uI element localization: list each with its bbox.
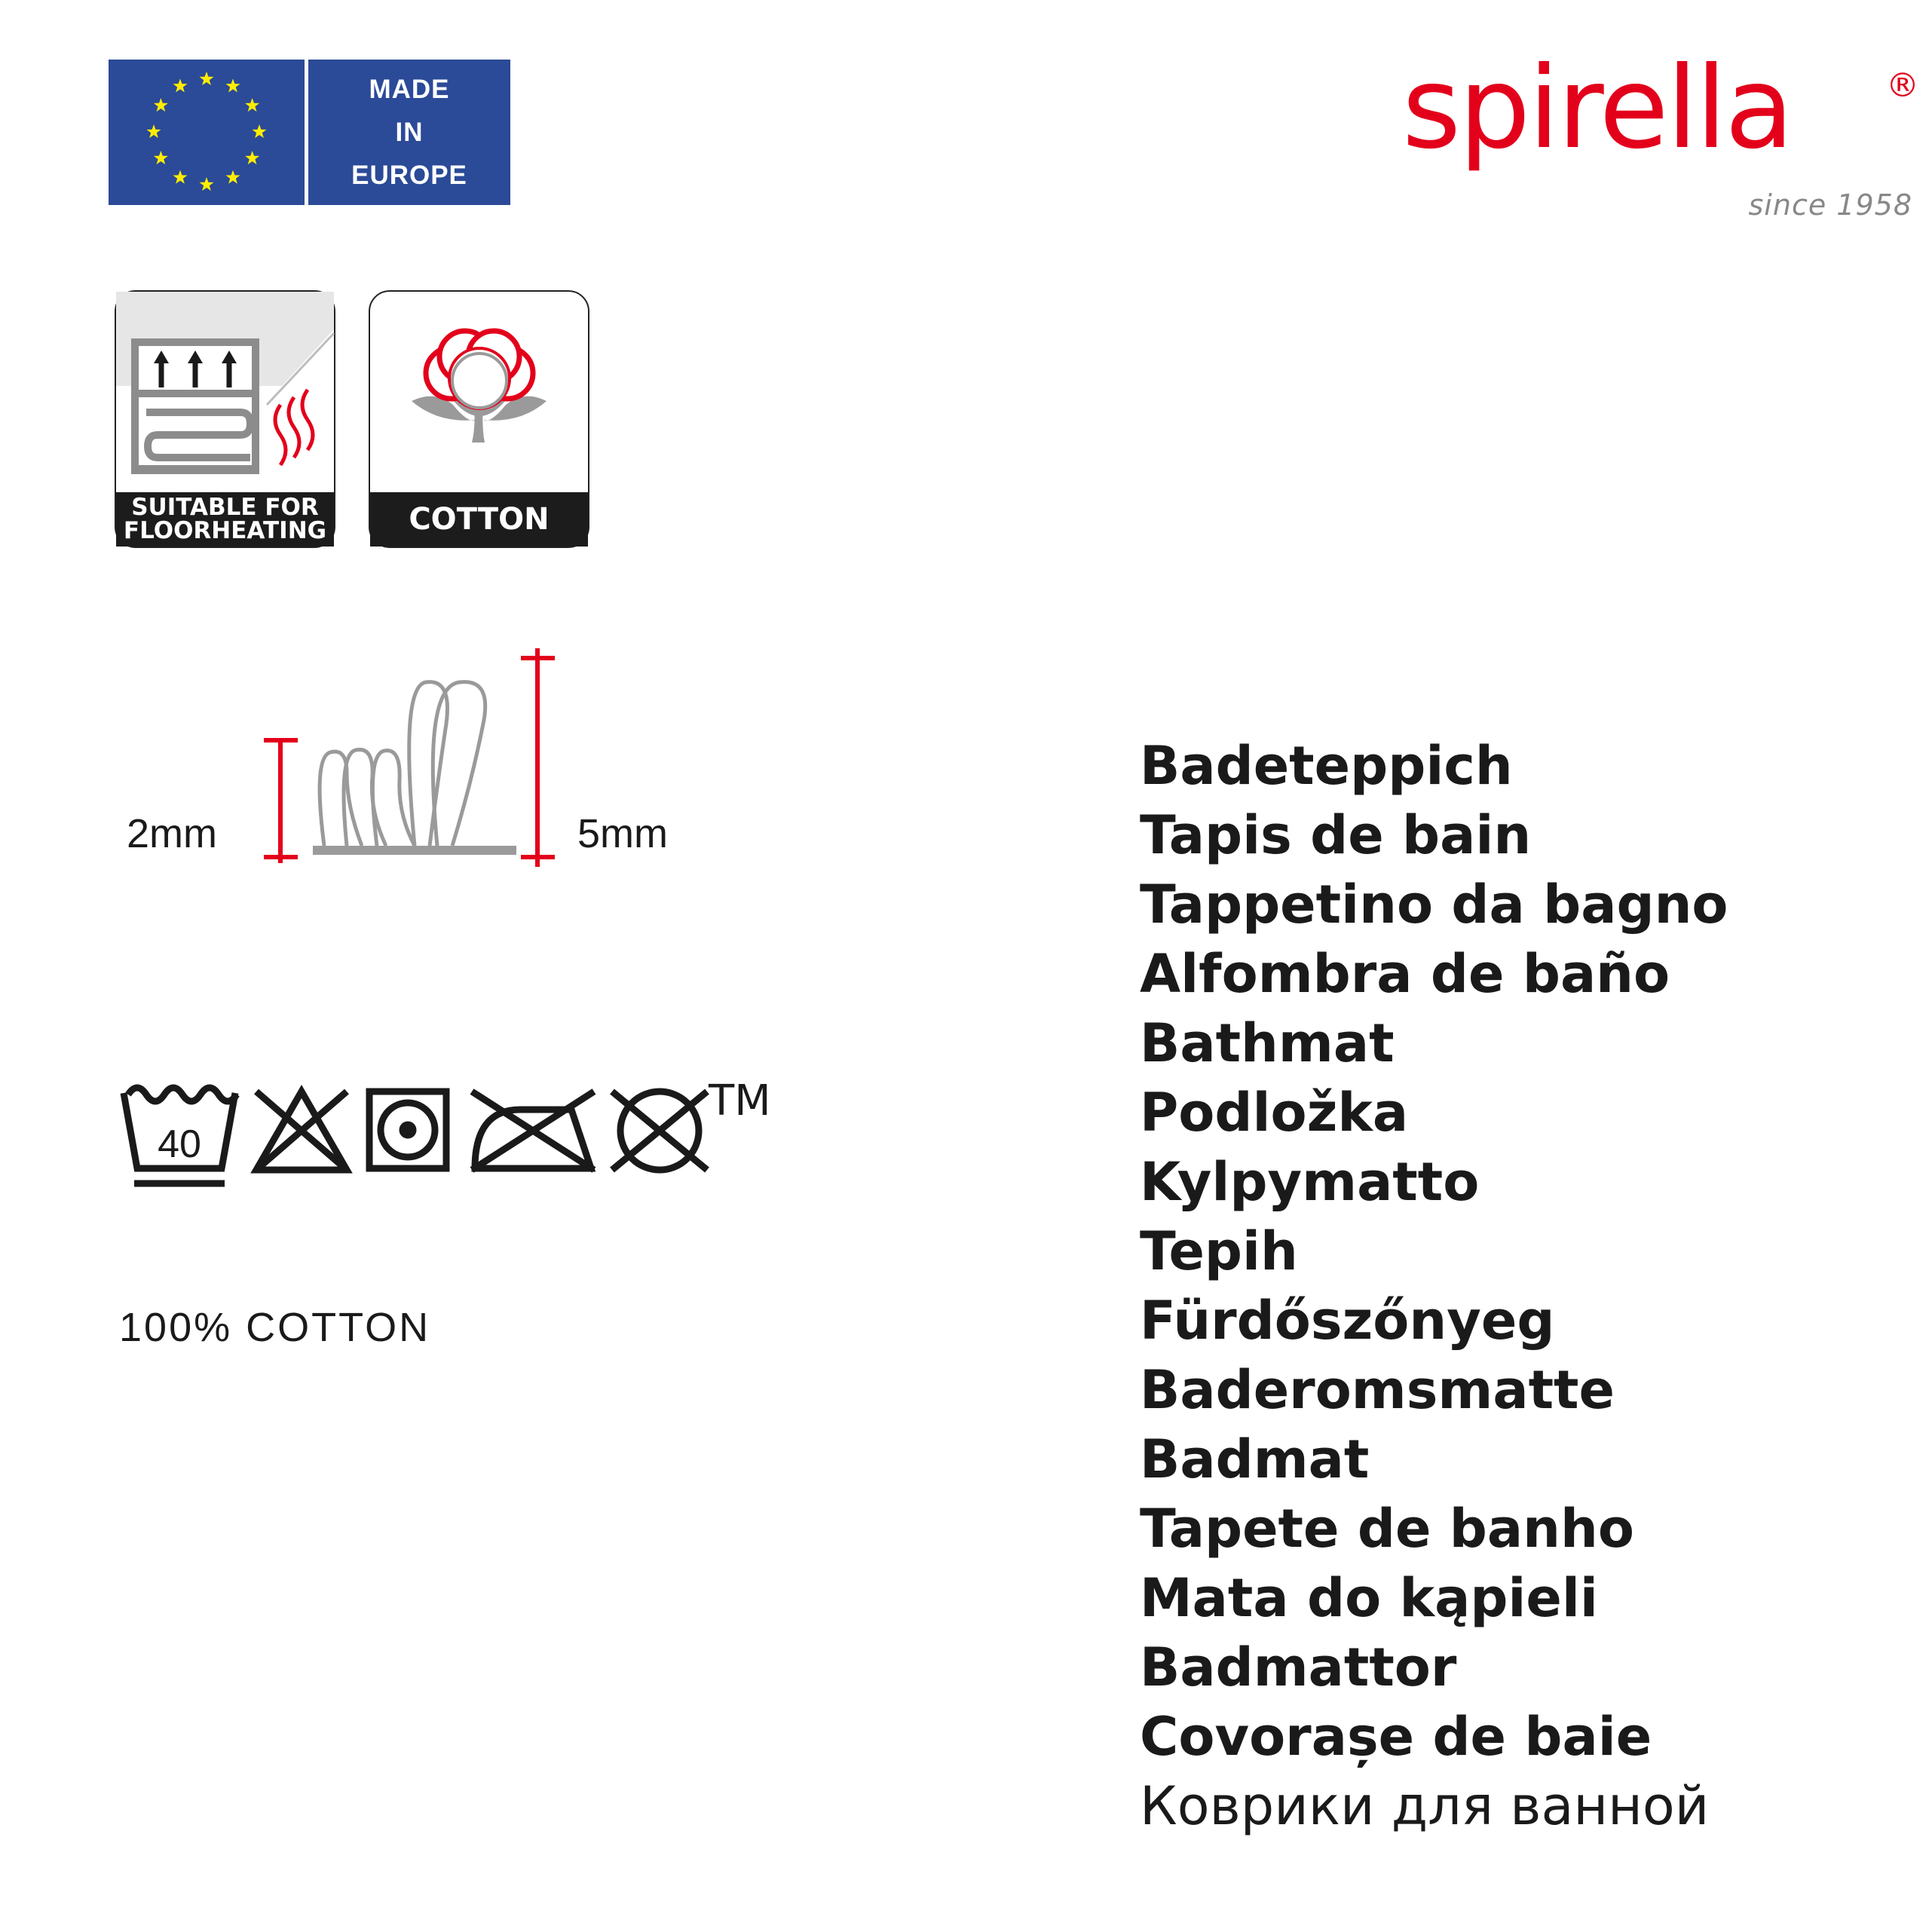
- eu-star-icon: [245, 151, 259, 164]
- brand-registered: ®: [1886, 66, 1919, 105]
- product-name-it: Tappetino da bagno: [1140, 874, 1728, 935]
- badge-line-2: IN: [395, 118, 424, 147]
- floorheating-label-line-1: SUITABLE FOR: [131, 494, 319, 521]
- product-name-pl: Mata do kąpieli: [1140, 1567, 1598, 1629]
- floorheating-tile: [115, 290, 335, 548]
- product-name-nl: Badmat: [1140, 1428, 1370, 1490]
- product-name-de: Badeteppich: [1140, 735, 1513, 797]
- cotton-flower-icon: [370, 292, 588, 492]
- product-name-fi: Kylpymatto: [1140, 1151, 1480, 1213]
- eu-star-icon: [226, 78, 240, 92]
- product-name-fr: Tapis de bain: [1140, 804, 1532, 866]
- brand-name: spirella: [1402, 43, 1792, 174]
- high-pile-label: 5mm: [577, 811, 668, 856]
- product-name-list: [1140, 731, 1728, 1841]
- product-name-sk: Podložka: [1140, 1082, 1409, 1144]
- pile-base: [313, 846, 516, 855]
- eu-stars: [109, 60, 305, 205]
- eu-flag-icon: [109, 60, 305, 205]
- eu-star-icon: [154, 151, 168, 164]
- eu-star-icon: [147, 124, 161, 138]
- no-iron-icon: [472, 1092, 594, 1170]
- floorheating-label: [116, 492, 334, 547]
- tumble-dry-icon: [369, 1092, 446, 1168]
- eu-star-icon: [200, 177, 214, 191]
- product-name-es: Alfombra de baño: [1140, 943, 1670, 1005]
- eu-star-icon: [173, 170, 188, 184]
- composition-text: 100% COTTON: [119, 1305, 431, 1350]
- product-name-sv: Badmattor: [1140, 1637, 1457, 1698]
- no-dry-clean-icon: [612, 1092, 707, 1170]
- trademark-mark: TM: [709, 1076, 771, 1125]
- product-name-ru: Коврики для ванной: [1140, 1775, 1710, 1837]
- wash-40-icon: [124, 1088, 237, 1183]
- badge-text: [308, 60, 510, 205]
- product-name-hu: Fürdőszőnyeg: [1140, 1290, 1555, 1352]
- cotton-tile: [369, 290, 589, 548]
- pile-loops: [320, 682, 485, 846]
- svg-text:40: 40: [158, 1122, 201, 1166]
- product-name-hr: Tepih: [1140, 1220, 1298, 1282]
- product-name-no: Baderomsmatte: [1140, 1359, 1615, 1421]
- eu-star-icon: [200, 72, 214, 85]
- spirella-logo: [1402, 43, 1919, 188]
- brand-since: since 1958: [1748, 188, 1912, 222]
- high-pile-measure: [521, 648, 555, 867]
- made-in-europe-badge: [109, 60, 510, 205]
- cotton-label: COTTON: [370, 492, 588, 547]
- care-symbols: [121, 1078, 799, 1195]
- eu-star-icon: [173, 78, 188, 92]
- eu-star-icon: [154, 98, 168, 112]
- badge-line-1: MADE: [369, 75, 450, 104]
- eu-star-icon: [245, 98, 259, 112]
- floorheating-label-line-2: FLOORHEATING: [123, 517, 327, 544]
- no-bleach-icon: [256, 1092, 347, 1170]
- floorheating-icon: [116, 292, 334, 492]
- product-name-en: Bathmat: [1140, 1012, 1395, 1074]
- eu-star-icon: [226, 170, 240, 184]
- eu-star-icon: [253, 124, 267, 138]
- badge-line-3: EUROPE: [351, 161, 467, 190]
- product-name-ro: Covorașe de baie: [1140, 1706, 1652, 1768]
- low-pile-measure: [264, 740, 298, 863]
- product-name-pt: Tapete de banho: [1140, 1498, 1634, 1560]
- low-pile-label: 2mm: [127, 811, 217, 856]
